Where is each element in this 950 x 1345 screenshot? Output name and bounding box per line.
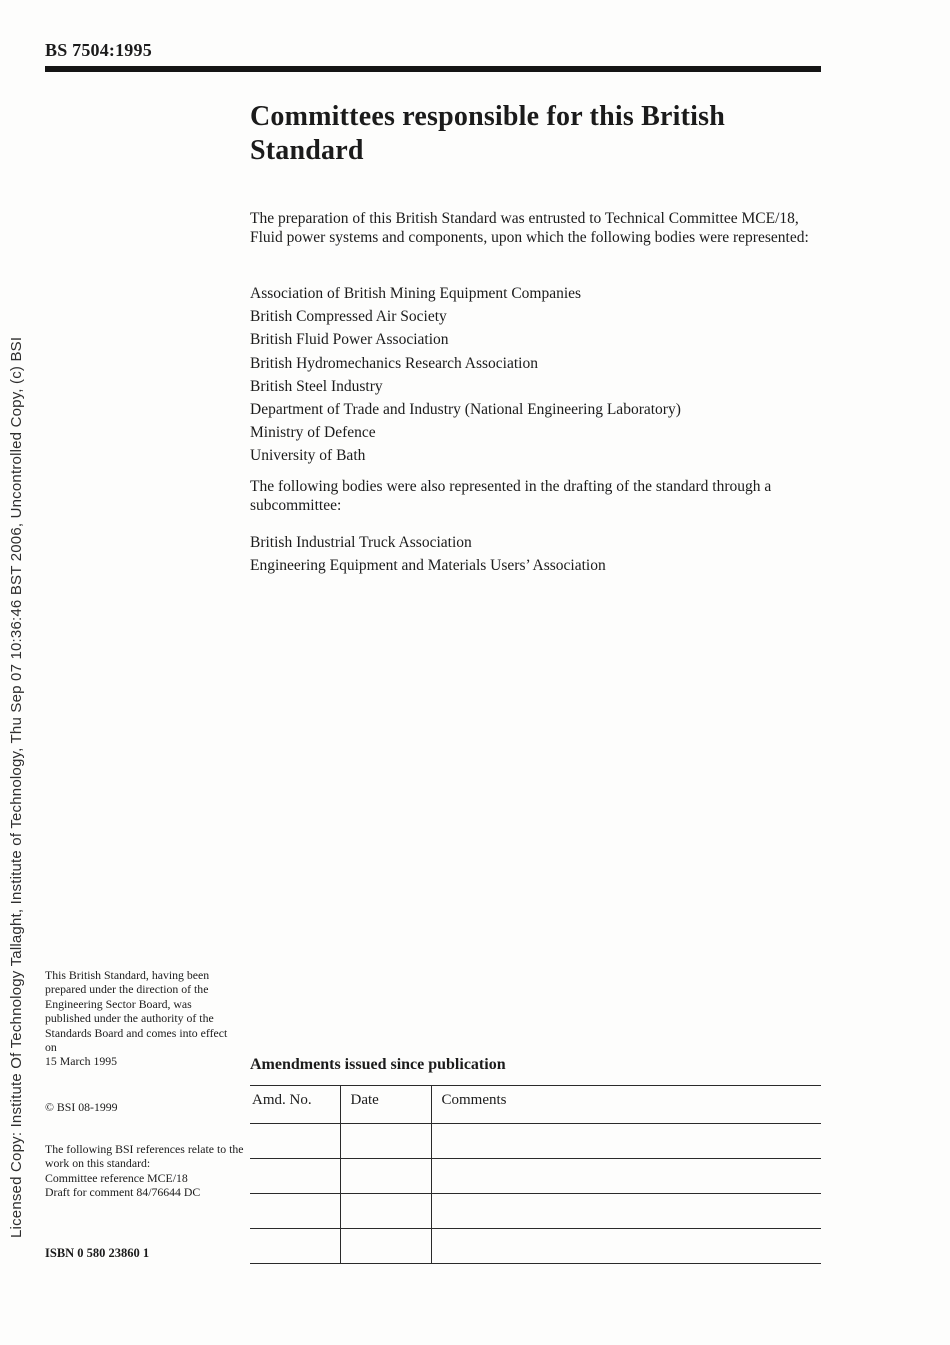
license-watermark: Licensed Copy: Institute Of Technology Tallaght, Institute of Technology, Thu Sep 07 10:36:46 BST 2006, Uncontrolled Copy, (c) BSI	[8, 336, 25, 1238]
bsi-references	[45, 1142, 245, 1200]
isbn: ISBN 0 580 23860 1	[45, 1246, 150, 1260]
references-intro: The following BSI references relate to the work on this standard:	[45, 1142, 244, 1171]
empty-cell	[431, 1229, 821, 1264]
list-item: Engineering Equipment and Materials Users’ Association	[250, 557, 606, 575]
table-row	[250, 1194, 821, 1229]
empty-cell	[340, 1229, 431, 1264]
table-row	[250, 1159, 821, 1194]
list-item: Ministry of Defence	[250, 424, 376, 442]
list-item: University of Bath	[250, 447, 366, 465]
empty-cell	[431, 1159, 821, 1194]
subcommittee-paragraph: The following bodies were also represented in the drafting of the standard through a subcommittee:	[250, 478, 772, 514]
empty-cell	[340, 1159, 431, 1194]
represented-bodies-list	[250, 282, 681, 468]
list-item: British Fluid Power Association	[250, 331, 449, 349]
column-header-date: Date	[340, 1086, 431, 1124]
empty-cell	[250, 1194, 340, 1229]
empty-cell	[340, 1194, 431, 1229]
copyright-notice: © BSI 08-1999	[45, 1100, 118, 1114]
table-row	[250, 1229, 821, 1264]
table-row	[250, 1124, 821, 1159]
standard-reference: BS 7504:1995	[45, 40, 152, 60]
empty-cell	[250, 1159, 340, 1194]
publication-note-text: This British Standard, having been prepared under the direction of the Engineering Sector Board, was published under the authority of the Standards Board and comes into effect on	[45, 968, 228, 1055]
effective-date: 15 March 1995	[45, 1054, 118, 1069]
amendments-table	[250, 1085, 821, 1264]
empty-cell	[250, 1229, 340, 1264]
publication-note	[45, 968, 237, 1069]
empty-cell	[340, 1124, 431, 1159]
page-title: Committees responsible for this British Standard	[250, 101, 725, 166]
list-item: British Hydromechanics Research Association	[250, 354, 538, 372]
header-double-rule	[45, 66, 821, 72]
list-item: British Industrial Truck Association	[250, 534, 472, 551]
column-header-amd-no: Amd. No.	[250, 1086, 340, 1124]
list-item: Department of Trade and Industry (National Engineering Laboratory)	[250, 401, 681, 419]
draft-reference: Draft for comment 84/76644 DC	[45, 1185, 201, 1200]
committee-reference: Committee reference MCE/18	[45, 1170, 188, 1185]
amendments-heading: Amendments issued since publication	[250, 1056, 506, 1073]
list-item: British Steel Industry	[250, 377, 383, 395]
intro-paragraph: The preparation of this British Standard was entrusted to Technical Committee MCE/18, Fluid power systems and components, upon which the following bodies were represented:	[250, 210, 809, 246]
empty-cell	[250, 1124, 340, 1159]
column-header-comments: Comments	[431, 1086, 821, 1124]
table-header-row	[250, 1086, 821, 1124]
list-item: Association of British Mining Equipment Companies	[250, 285, 582, 302]
empty-cell	[431, 1194, 821, 1229]
empty-cell	[431, 1124, 821, 1159]
subcommittee-bodies-list	[250, 531, 606, 577]
list-item: British Compressed Air Society	[250, 308, 447, 326]
